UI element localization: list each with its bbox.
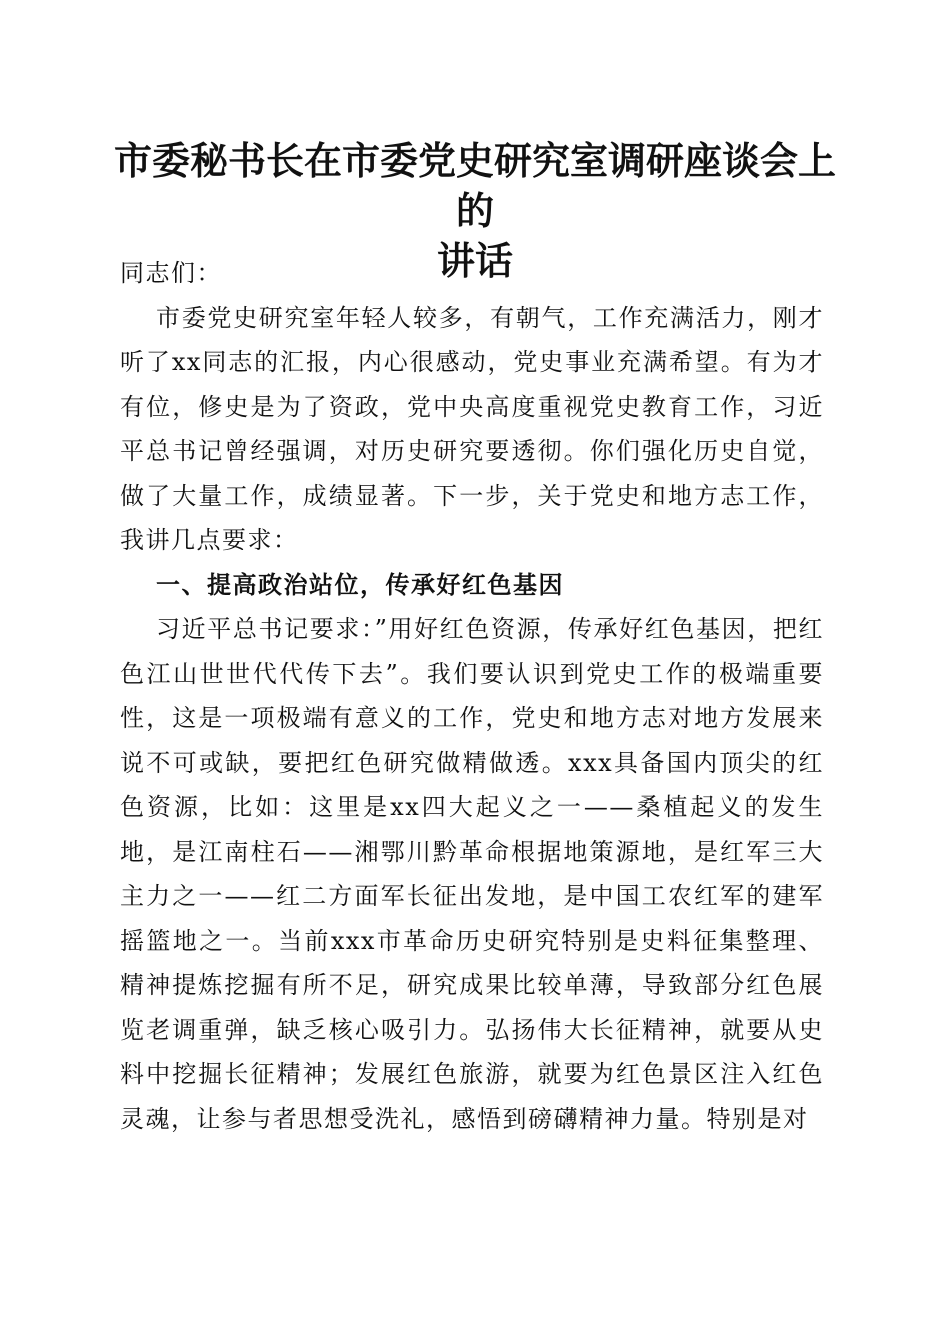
paragraph-section-1: 习近平总书记要求：”用好红色资源，传承好红色基因，把红色江山世世代代传下去”。我们要认识到党史工作的极端重要性，这是一项极端有意义的工作，党史和地方志对地方发展来说不可或缺，要把红色研究做精做透。xxx具备国内顶尖的红色资源，比如：这里是xx四大起义之一——桑植起义的发生地，是江南柱石——湘鄂川黔革命根据地策源地，是红军三大主力之一——红二方面军长征出发地，是中国工农红军的建军摇篮地之一。当前xxx市革命历史研究特别是史料征集整理、精神提炼挖掘有所不足，研究成果比较单薄，导致部分红色展览老调重弹，缺乏核心吸引力。弘扬伟大长征精神，就要从史料中挖掘长征精神；发展红色旅游，就要为红色景区注入红色灵魂，让参与者思想受洗礼，感悟到磅礴精神力量。特别是对 [120,615,824,1133]
document-body [120,251,824,1141]
section-heading-1: 一、提高政治站位，传承好红色基因 [156,570,564,599]
title-line-1: 市委秘书长在市委党史研究室调研座谈会上的 [113,138,836,233]
salutation: 同志们： [120,259,222,287]
paragraph-intro: 市委党史研究室年轻人较多，有朝气，工作充满活力，刚才听了xx同志的汇报，内心很感动，党史事业充满希望。有为才有位，修史是为了资政，党中央高度重视党史教育工作，习近平总书记曾经强调，对历史研究要透彻。你们强化历史自觉，做了大量工作，成绩显著。下一步，关于党史和地方志工作，我讲几点要求： [120,303,824,554]
title-line-2: 讲话 [436,238,513,283]
